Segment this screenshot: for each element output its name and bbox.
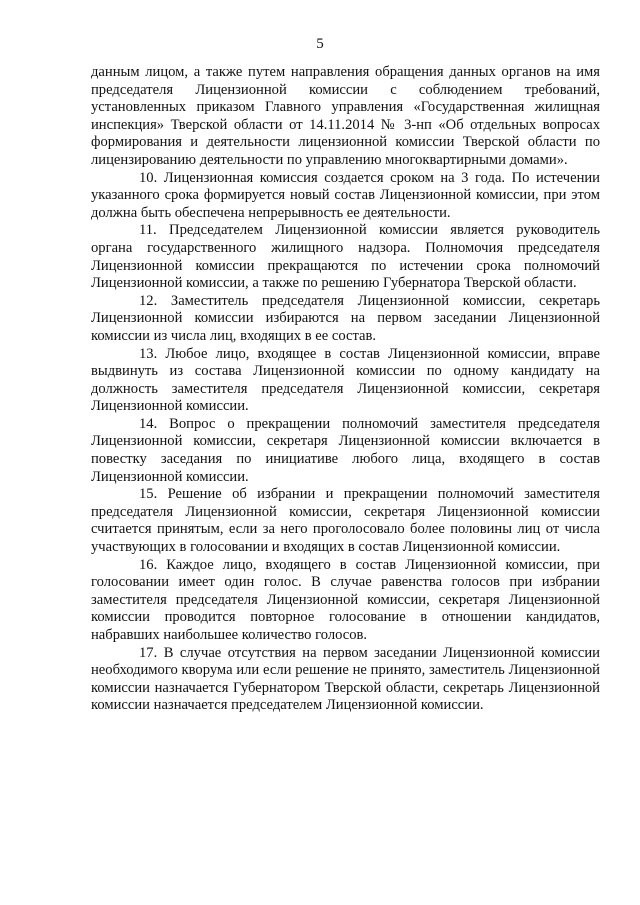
- paragraph-item-14: 14. Вопрос о прекращении полномочий заместителя председателя Лицензионной комиссии, секретаря Лицензионной комиссии включается в повестку заседания по инициативе любого лица, входящего в состав Лицензионной комиссии.: [91, 415, 600, 485]
- paragraph-item-13: 13. Любое лицо, входящее в состав Лицензионной комиссии, вправе выдвинуть из состава Лицензионной комиссии по одному кандидату на должность заместителя председателя Лицензионной комиссии, секретаря Лицензионной комиссии.: [91, 345, 600, 415]
- paragraph-item-10: 10. Лицензионная комиссия создается сроком на 3 года. По истечении указанного срока формируется новый состав Лицензионной комиссии, при этом должна быть обеспечена непрерывность ее деятельности.: [91, 169, 600, 221]
- page-number: 5: [316, 36, 324, 52]
- document-body: [91, 64, 600, 715]
- paragraph-item-16: 16. Каждое лицо, входящего в состав Лицензионной комиссии, при голосовании имеет один голос. В случае равенства голосов при избрании заместителя председателя Лицензионной комиссии, секретаря Лицензионной комиссии проводится повторное голосование в отношении кандидатов, набравших наибольшее количество голосов.: [91, 556, 600, 643]
- paragraph-continuation: данным лицом, а также путем направления обращения данных органов на имя председателя Лицензионной комиссии с соблюдением требований, установленных приказом Главного управления «Государственная жилищная инспекция» Тверской области от 14.11.2014 № 3-нп «Об отдельных вопросах формирования и деятельности лицензионной комиссии Тверской области по лицензированию деятельности по управлению многоквартирными домами».: [91, 64, 600, 168]
- paragraph-item-15: 15. Решение об избрании и прекращении полномочий заместителя председателя Лицензионной комиссии, секретаря Лицензионной комиссии считается принятым, если за него проголосовало более половины лиц от числа участвующих в голосовании и входящих в состав Лицензионной комиссии.: [91, 486, 600, 556]
- paragraph-item-17: 17. В случае отсутствия на первом заседании Лицензионной комиссии необходимого кворума или если решение не принято, заместитель Лицензионной комиссии назначается Губернатором Тверской области, секретарь Лицензионной комиссии назначается председателем Лицензионной комиссии.: [91, 644, 600, 714]
- paragraph-item-12: 12. Заместитель председателя Лицензионной комиссии, секретарь Лицензионной комиссии избираются на первом заседании Лицензионной комиссии из числа лиц, входящих в ее состав.: [91, 292, 600, 344]
- paragraph-item-11: 11. Председателем Лицензионной комиссии является руководитель органа государственного жилищного надзора. Полномочия председателя Лицензионной комиссии прекращаются по истечении срока полномочий Лицензионной комиссии, а также по решению Губернатора Тверской области.: [91, 222, 600, 292]
